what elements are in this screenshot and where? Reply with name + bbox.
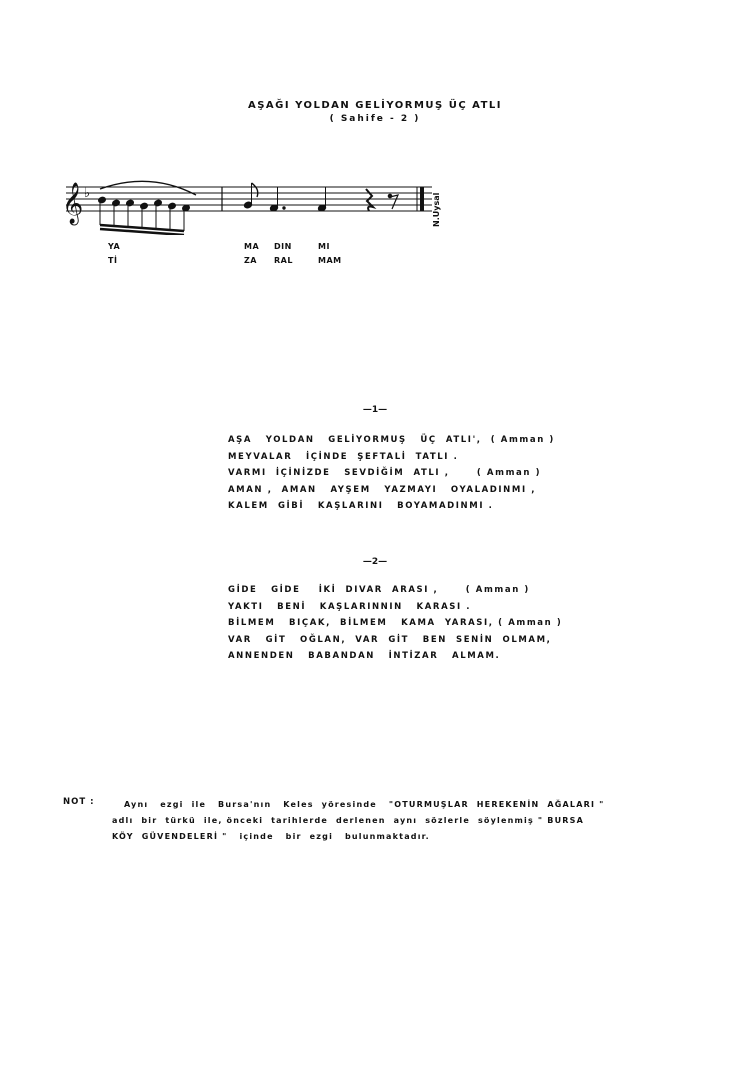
flat-sign-icon: ♭: [84, 186, 91, 201]
lyric-syllable: Tİ: [108, 256, 118, 265]
note-label: NOT :: [63, 797, 95, 807]
stanza-line: BİLMEM BIÇAK, BİLMEM KAMA YARASI, ( Amman ): [228, 618, 563, 628]
lyric-syllable: MA: [244, 242, 260, 251]
composer-mark: N.Uysal: [432, 192, 441, 227]
stanza-1: [228, 432, 555, 515]
lyric-syllable: YA: [108, 242, 121, 251]
stanza-number: —1—: [362, 405, 388, 415]
stanza-line: AŞA YOLDAN GELİYORMUŞ ÜÇ ATLI', ( Amman ): [228, 435, 555, 445]
lyrics-line-2: [0, 256, 750, 268]
note-text: [112, 797, 605, 845]
stanza-line: MEYVALAR İÇİNDE ŞEFTALİ TATLI .: [228, 451, 459, 462]
note-line: Aynı ezgi ile Bursa'nın Keles yöresinde "OTURMUŞLAR HEREKENİN AĞALARI ": [112, 800, 605, 809]
lyric-syllable: MI: [318, 242, 330, 251]
page-subtitle: ( Sahife - 2 ): [329, 114, 421, 124]
stanza-line: AMAN , AMAN AYŞEM YAZMAYI OYALADINMI ,: [228, 484, 537, 495]
lyric-syllable: ZA: [244, 256, 257, 265]
lyrics-line-1: [0, 242, 750, 254]
note-line: KÖY GÜVENDELERİ " içinde bir ezgi bulunmaktadır.: [112, 832, 430, 841]
note-line: adlı bir türkü ile, önceki tarihlerde derlenen aynı sözlerle söylenmiş " BURSA: [112, 816, 584, 825]
eighth-rest-icon: [388, 194, 398, 209]
lyric-syllable: RAL: [274, 256, 293, 265]
stanza-number: —2—: [362, 557, 388, 567]
beamed-notes: [98, 196, 191, 235]
stanza-line: YAKTI BENİ KAŞLARINNIN KARASI .: [228, 601, 472, 612]
treble-clef-icon: 𝄞: [62, 183, 84, 224]
music-score: [60, 175, 460, 235]
song-title: AŞAĞI YOLDAN GELİYORMUŞ ÜÇ ATLI: [247, 100, 503, 111]
lyric-syllable: MAM: [318, 256, 342, 265]
stanza-line: KALEM GİBİ KAŞLARINI BOYAMADINMI .: [228, 501, 494, 511]
final-barline-thick: [420, 187, 424, 211]
lyric-syllable: DIN: [274, 242, 292, 251]
stanza-line: GİDE GİDE İKİ DIVAR ARASI , ( Amman ): [228, 585, 530, 595]
quarter-rest-icon: [366, 189, 373, 211]
stanza-2: [228, 582, 562, 665]
stanza-line: VARMI İÇİNİZDE SEVDİĞİM ATLI , ( Amman ): [228, 468, 542, 478]
stanza-line: VAR GİT OĞLAN, VAR GİT BEN SENİN OLMAM,: [228, 634, 552, 645]
stanza-line: ANNENDEN BABANDAN İNTİZAR ALMAM.: [228, 651, 501, 661]
